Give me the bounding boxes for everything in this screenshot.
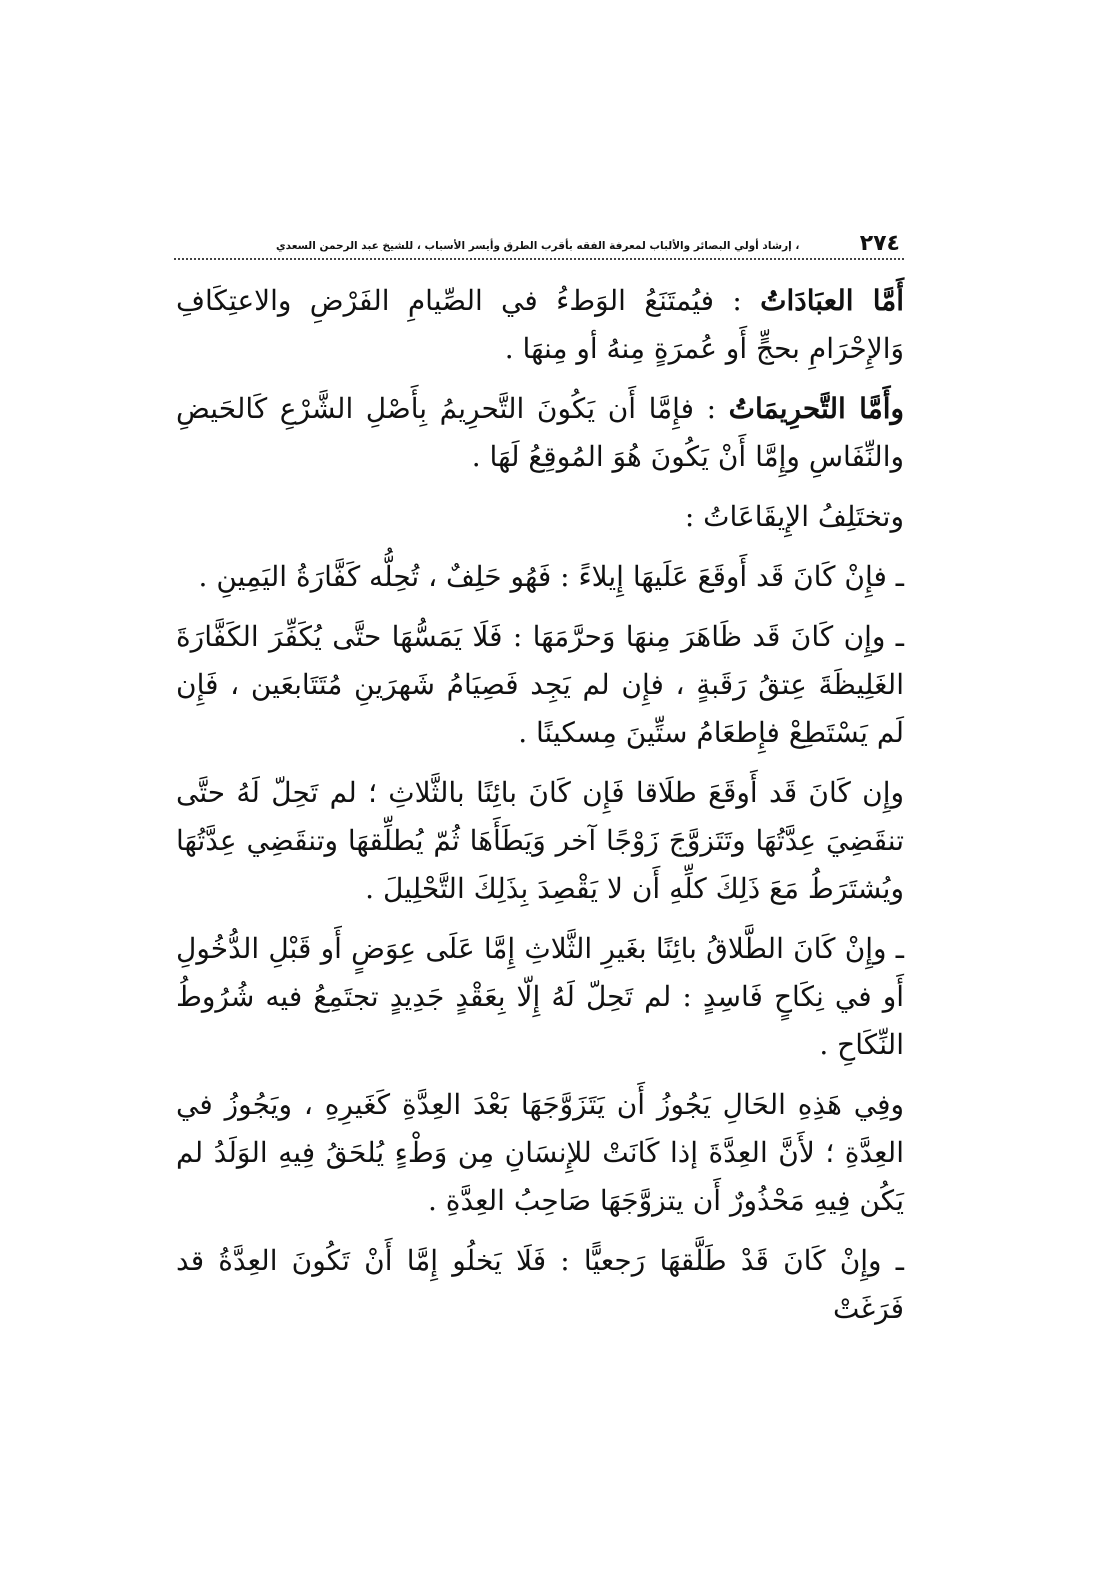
paragraph-ila xyxy=(176,553,904,601)
paragraph-talaq-bain xyxy=(176,925,904,1069)
paragraph-text: : فيُمتَنَعُ الوَطءُ في الصِّيامِ الفَرْضِ والاعتِكَافِ وَالإِحْرَامِ بحجٍّ أَو عُمرَةٍ مِنهُ أو مِنهَا . xyxy=(176,284,904,365)
paragraph-idda xyxy=(176,1081,904,1225)
paragraph-talaq-raji xyxy=(176,1237,904,1333)
paragraph-text: وتختَلِفُ الإِيقَاعَاتُ : xyxy=(684,500,904,533)
paragraph-text: وفِي هَذِهِ الحَالِ يَجُوزُ أَن يَتَزَوَّجَهَا بَعْدَ العِدَّةِ كَغَيرِهِ ، ويَجُوزُ في العِدَّةِ ؛ لأَنَّ العِدَّةَ إذا كَانَتْ للإِنسَانِ مِن وَطْءٍ يُلحَقُ فِيهِ الوَلَدُ لم يَكُن فِيهِ مَحْذُورٌ أَن يتزوَّجَهَا صَاحِبُ العِدَّةِ . xyxy=(176,1088,904,1217)
body-text xyxy=(176,277,904,1333)
header-divider xyxy=(174,258,904,260)
paragraph-iqaat xyxy=(176,493,904,541)
paragraph-talaq-thalath xyxy=(176,769,904,913)
page-number: ٢٧٤ xyxy=(859,231,900,256)
running-title: ، إرشاد أولي البصائر والألباب لمعرفة الفقه بأقرب الطرق وأيسر الأسباب ، للشيخ عبد الرحمن السعدي xyxy=(276,240,800,252)
paragraph-lead: وأَمَّا التَّحرِيمَاتُ xyxy=(728,392,904,425)
page-header xyxy=(176,226,902,256)
paragraph-ibadat xyxy=(176,277,904,373)
paragraph-text: ـ فإِنْ كَانَ قَد أَوقَعَ عَلَيهَا إِيلاءً : فَهُو حَلِفٌ ، تُحِلُّه كَفَّارَةُ اليَمِينِ . xyxy=(198,560,904,593)
paragraph-lead: أَمَّا العبَادَاتُ xyxy=(760,284,904,317)
paragraph-tahrimat xyxy=(176,385,904,481)
paragraph-text: ـ وإِن كَانَ قَد ظَاهَرَ مِنهَا وَحرَّمَهَا : فَلَا يَمَسُّهَا حتَّى يُكَفِّرَ الكَفَّارَةَ الغَلِيظَةَ عِتقُ رَقَبةٍ ، فإِن لم يَجِد فَصِيَامُ شَهرَينِ مُتَتَابعَين ، فَإِن لَم يَسْتَطِعْ فإِطعَامُ ستِّينَ مِسكينًا . xyxy=(176,620,904,749)
paragraph-text: : فإِمَّا أَن يَكُونَ التَّحرِيمُ بِأَصْلِ الشَّرْعِ كَالحَيضِ والنِّفَاسِ وإِمَّا أَنْ يَكُونَ هُوَ المُوقِعُ لَهَا . xyxy=(176,392,904,473)
paragraph-text: ـ وإِنْ كَانَ قَدْ طَلَّقهَا رَجعيًّا : فَلَا يَخلُو إِمَّا أَنْ تَكُونَ العِدَّةُ قد فَرَغَتْ xyxy=(176,1244,904,1325)
paragraph-zihar xyxy=(176,613,904,757)
paragraph-text: وإِن كَانَ قَد أَوقَعَ طلَاقا فَإِن كَانَ بائِنًا بالثَّلاثِ ؛ لم تَحِلّ لَهُ حتَّى تنقَضِيَ عِدَّتُهَا وتَتَزوَّجَ زَوْجًا آخر وَيَطَأَهَا ثُمّ يُطلِّقهَا وتنقَضِي عِدَّتُهَا ويُشتَرَطُ مَعَ ذَلِكَ كلِّهِ أَن لا يَقْصِدَ بِذَلِكَ التَّحْلِيلَ . xyxy=(176,776,904,905)
paragraph-text: ـ وإِنْ كَانَ الطَّلاقُ بائِنًا بغَيرِ الثَّلاثِ إِمَّا عَلَى عِوَضٍ أَو قَبْلِ الدُّخُولِ أَو في نِكَاحٍ فَاسِدٍ : لم تَحِلّ لَهُ إِلّا بِعَقْدٍ جَدِيدٍ تجتَمِعُ فيه شُرُوطُ النِّكَاحِ . xyxy=(176,932,904,1061)
